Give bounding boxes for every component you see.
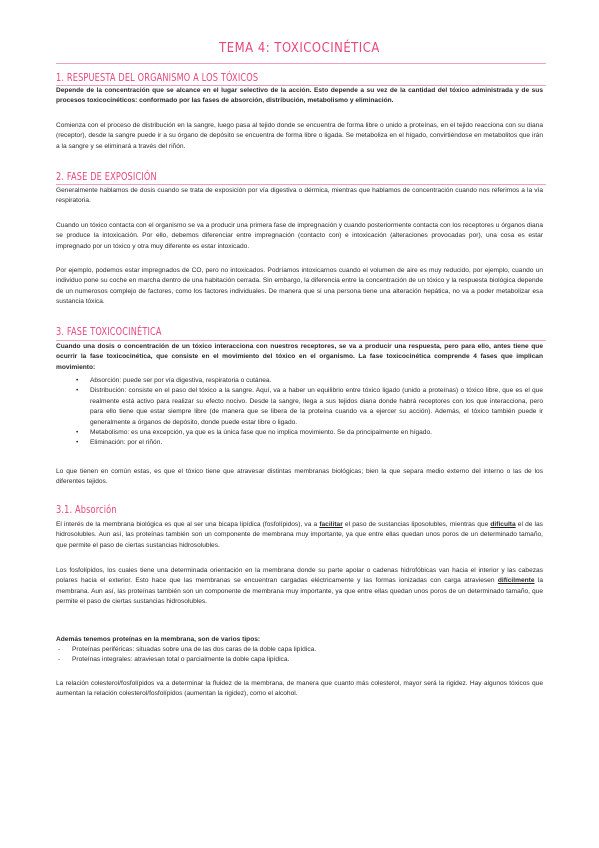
section-2-paragraph-2: Cuando un tóxico contacta con el organismo se va a producir una primera fase de impregnación y cuando posteriormente contacta con los receptores u órganos diana se produce la intoxicación. Por ello, debemos diferenciar entre impregnación (contacto con) e intoxicación (alteraciones provocadas por), una cosa es estar impregnado por un tóxico y otra muy diferente es estar intoxicado. [56, 222, 543, 250]
section-3-1-paragraph-3: Además tenemos proteínas en la membrana, son de varios tipos: [56, 636, 261, 643]
list-item: • Metabolismo: es una excepción, ya que es la única fase que no implica movimiento. Se da principalmente en hígado. [56, 428, 543, 438]
section-1-paragraph-2: Comienza con el proceso de distribución en la sangre, luego pasa al tejido donde se encuentra de forma libre o unido a proteínas, en el tejido reacciona con su diana (receptor), desde la sangre puede ir a su órgano de depósito se encuentra de forma libre o ligada. Se metaboliza en el hígado, convirtiéndose en metabolitos que irán a la sangre y se eliminará a través del riñón. [56, 122, 543, 150]
membrane-proteins-list [56, 645, 543, 666]
section-3-1-paragraph-1: El interés de la membrana biológica es que al ser una bicapa lipídica (fosfolípidos), va a facilitar el paso de sustancias liposolubles, mientras que dificulta el de las hidrosolubles. Aun así, las proteínas también son un componente de membrana muy importante, ya que entre ellas quedan unos poros de un determinado tamaño, que permite el paso de ciertas sustancias hidrosolubles. [56, 521, 543, 549]
page-title: TEMA 4: TOXICOCINÉTICA [219, 40, 380, 56]
section-3-outro: Lo que tienen en común estas, es que el tóxico tiene que atravesar distintas membranas biológicas; bien la que separa medio externo del interno o las de los diferentes tejidos. [56, 468, 543, 486]
section-2-divider [56, 184, 546, 185]
list-item: • Eliminación: por el riñón. [56, 438, 543, 448]
list-item: - Proteínas periféricas: situadas sobre una de las dos caras de la doble capa lipídica. [56, 645, 543, 655]
section-3-1-paragraph-2: Los fosfolípidos, los cuales tiene una determinada orientación en la membrana donde su parte apolar o cadenas hidrofóbicas van hacia el interior y las cabezas polares hacia el exterior. Esto hace que las membranas se encuentran cargadas eléctricamente y las formas ionizadas con carga atraviesen difícilmente la membrana. Aun así, las proteínas también son un componente de membrana muy importante, ya que entre ellas quedan unos poros de un determinado tamaño, que permite el paso de ciertas sustancias hidrosolubles. [56, 567, 543, 606]
section-3-1-paragraph-4: La relación colesterol/fosfolípidos va a determinar la fluidez de la membrana, de manera que cuanto más colesterol, mayor será la rigidez. Hay algunos tóxicos que aumentan la relación colesterol/fosfolípidos (aumentan la rigidez), como el alcohol. [56, 680, 543, 698]
section-2-paragraph-3: Por ejemplo, podemos estar impregnados de CO, pero no intoxicados. Podríamos intoxicarnos cuando el volumen de aire es muy reducido, por ejemplo, cuando un individuo pone su coche en marcha dentro de una habitación cerrada. Sin embargo, la diferencia entre la concentración de un tóxico y la respuesta biológica depende de un numerosos complejo de factores, como los factores individuales. De manera que si una persona tiene una alteración hepática, no va a poder metabolizar esa sustancia tóxica. [56, 267, 543, 306]
list-item: - Proteínas integrales: atraviesan total o parcialmente la doble capa lipídica. [56, 655, 543, 665]
title-divider [56, 63, 546, 64]
section-1-paragraph-1: Depende de la concentración que se alcance en el lugar selectivo de la acción. Esto depende a su vez de la cantidad del tóxico administrada y de sus procesos toxicocinéticos: conformado por las fases de absorción, distribución, metabolismo y eliminación. [56, 87, 543, 105]
list-item: • Distribución: consiste en el paso del tóxico a la sangre. Aquí, va a haber un equilibrio entre tóxico ligado (unido a proteínas) o tóxico libre, que es el que realmente está activo para realizar su efecto nocivo. Desde la sangre, llega a sus tejidos diana donde habrá receptores con los que interacciona, pero para ello tiene que estar siempre libre (de manera que se libera de la proteína cuando va a ejercer su acción). Además, el tóxico también puede ir generalmente a órganos de depósito, donde puede estar libre o ligado. [56, 386, 543, 428]
section-2-heading: 2. FASE DE EXPOSICIÓN [56, 171, 157, 183]
section-1-heading: 1. RESPUESTA DEL ORGANISMO A LOS TÓXICOS [56, 72, 259, 84]
section-3-divider [56, 340, 546, 341]
section-3-heading: 3. FASE TOXICOCINÉTICA [56, 326, 162, 338]
toxicokinetic-phases-list [56, 376, 543, 449]
section-2-paragraph-1: Generalmente hablamos de dosis cuando se trata de exposición por vía digestiva o dérmica, mientras que hablamos de concentración cuando nos referimos a la vía respiratoria. [56, 187, 543, 205]
list-item: • Absorción: puede ser por vía digestiva, respiratoria o cutánea. [56, 376, 543, 386]
section-3-1-heading: 3.1. Absorción [56, 504, 117, 516]
section-3-intro: Cuando una dosis o concentración de un tóxico interacciona con nuestros receptores, se va a producir una respuesta, pero para ello, antes tiene que ocurrir la fase toxicocinética, que consiste en el movimiento del tóxico en el organismo. La fase toxicocinética comprende 4 fases que implican movimiento: [56, 343, 543, 371]
